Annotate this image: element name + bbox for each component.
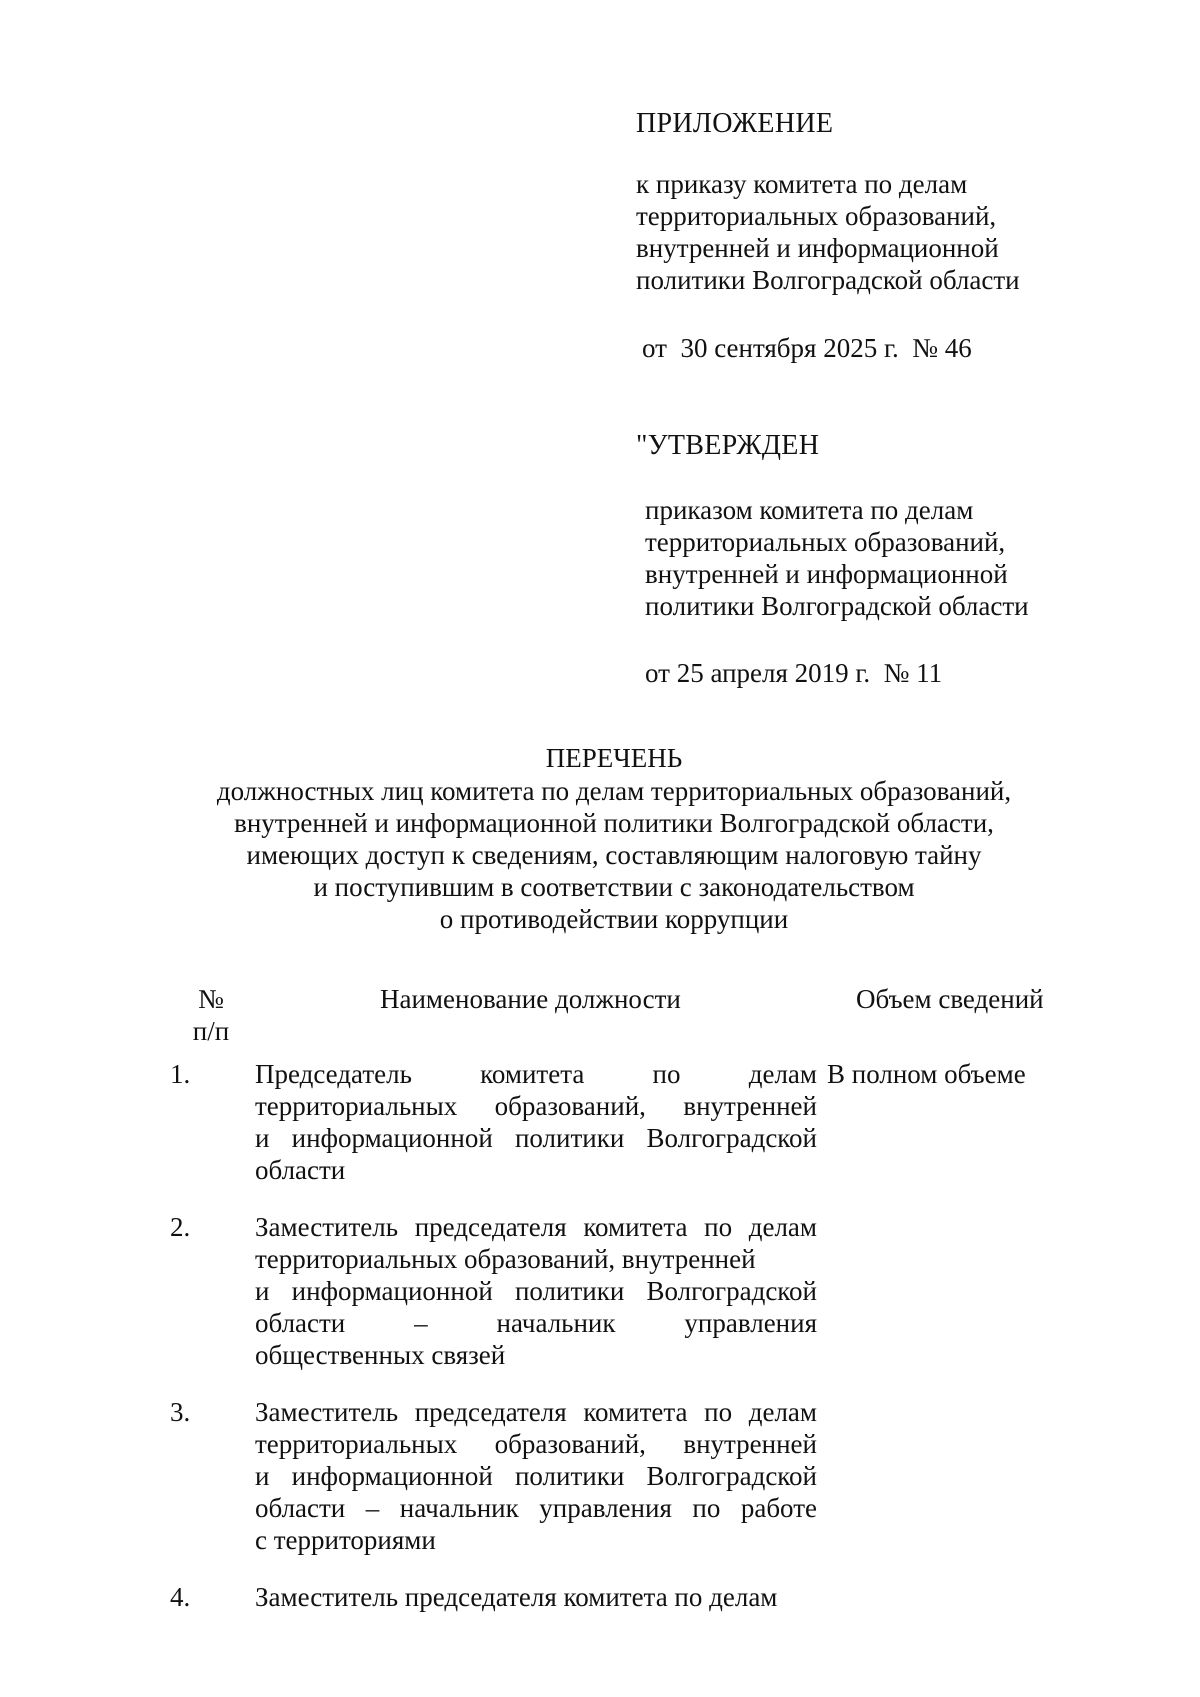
row-position-name [255, 1396, 817, 1556]
row-position-name [255, 1581, 817, 1613]
appendix-block [636, 108, 833, 140]
column-header-number [188, 983, 234, 1047]
list-heading-line: должностных лиц комитета по делам территориальных образований, [216, 776, 1012, 806]
row-position-name [255, 1211, 817, 1371]
row-position-line: области – начальник управления по работе [255, 1493, 817, 1523]
appendix-line: территориальных образований, [636, 201, 997, 231]
column-header-number-abbr: п/п [192, 1016, 230, 1046]
appendix-reference [636, 168, 1020, 296]
row-position-line: с территориями [255, 1525, 436, 1555]
row-position-line: Председатель комитета по делам [255, 1059, 817, 1089]
row-position-line: Заместитель председателя комитета по делам [255, 1397, 817, 1427]
list-title: ПЕРЕЧЕНЬ [545, 743, 683, 773]
row-number: 1. [170, 1059, 191, 1089]
row-position-line: и информационной политики Волгоградской [255, 1276, 817, 1306]
list-heading-line: имеющих доступ к сведениям, составляющим налоговую тайну [246, 840, 982, 870]
approved-title: "УТВЕРЖДЕН [636, 430, 820, 461]
row-number: 4. [170, 1582, 191, 1612]
approved-line: политики Волгоградской области [645, 591, 1029, 621]
row-number: 3. [170, 1397, 191, 1427]
approved-block [636, 430, 819, 462]
appendix-line: к приказу комитета по делам [636, 169, 968, 199]
column-header-position [380, 983, 681, 1015]
approved-line: территориальных образований, [645, 527, 1006, 557]
column-header-volume [856, 983, 1044, 1015]
column-header-volume-label: Объем сведений [856, 984, 1044, 1014]
row-position-line: и информационной политики Волгоградской [255, 1123, 817, 1153]
appendix-line: внутренней и информационной [636, 233, 999, 263]
row-position-line: области – начальник управления [255, 1308, 817, 1338]
appendix-line: политики Волгоградской области [636, 265, 1020, 295]
list-heading-line: внутренней и информационной политики Волгоградской области, [234, 808, 994, 838]
approved-date-line: от 25 апреля 2019 г. № 11 [645, 658, 943, 688]
approved-line: внутренней и информационной [645, 559, 1008, 589]
row-position-line: территориальных образований, внутренней [255, 1244, 756, 1274]
approved-line: приказом комитета по делам [645, 495, 974, 525]
column-header-number-symbol: № [198, 984, 224, 1014]
row-position-line: Заместитель председателя комитета по делам [255, 1212, 817, 1242]
row-position-name [255, 1058, 817, 1186]
list-heading-line: о противодействии коррупции [439, 904, 789, 934]
row-position-line: общественных связей [255, 1340, 506, 1370]
appendix-date [642, 332, 972, 364]
row-position-line: области [255, 1155, 346, 1185]
row-number: 2. [170, 1212, 191, 1242]
row-position-line: территориальных образований, внутренней [255, 1091, 817, 1121]
approved-reference [645, 494, 1029, 622]
appendix-title: ПРИЛОЖЕНИЕ [636, 108, 834, 139]
row-position-line: Заместитель председателя комитета по делам [255, 1582, 778, 1612]
row-volume: В полном объеме [827, 1059, 1026, 1089]
row-position-line: и информационной политики Волгоградской [255, 1461, 817, 1491]
list-heading-line: и поступившим в соответствии с законодательством [313, 872, 915, 902]
approved-date [645, 657, 942, 689]
list-heading [0, 742, 1200, 935]
column-header-position-label: Наименование должности [380, 984, 681, 1014]
row-position-line: территориальных образований, внутренней [255, 1429, 817, 1459]
appendix-date-line: от 30 сентября 2025 г. № 46 [642, 333, 972, 363]
